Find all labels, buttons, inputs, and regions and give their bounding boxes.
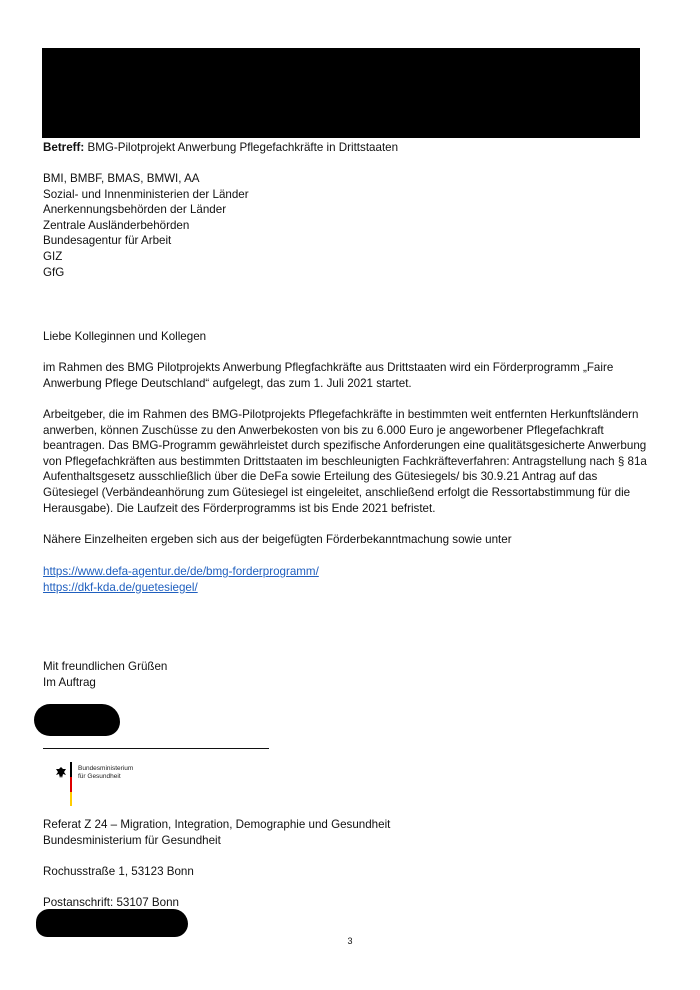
paragraph-details: Arbeitgeber, die im Rahmen des BMG-Pilotprojekts Pflegefachkräfte in bestimmten weit entfernten Herkunftsländern anwerben, können Zuschüsse zu den Anwerbekosten von bis zu 6.000 Euro je angeworbener Pflegefachkraft beantragen. Das BMG-Programm gewährleistet durch spezifische Anforderungen eine qualitätsgesicherte Anwerbung von Pflegefachkräften aus bestimmten Drittstaaten im beschleunigten Fachkräfteverfahren: Antragstellung nach § 81a Aufenthaltsgesetz ausschließlich über die DeFa sowie Erteilung des Gütesiegels/ bis 30.9.21 Antrag auf das Gütesiegel (Verbändeanhörung zum Gütesiegel ist eingeleitet, anschließend erfolgt die Ressortabstimmung für die Herausgabe). Die Laufzeit des Förderprogramms ist bis Ende 2021 befristet. [43,408,647,515]
recipient-item: GIZ [43,249,63,263]
federal-eagle-icon [54,766,68,780]
street-address: Rochusstraße 1, 53123 Bonn [43,865,194,878]
recipient-item: Zentrale Ausländerbehörden [43,218,190,232]
postal-address: Postanschrift: 53107 Bonn [43,896,179,909]
recipient-item: GfG [43,265,65,279]
recipient-item: Bundesagentur für Arbeit [43,234,172,248]
recipient-item: Sozial- und Innenministerien der Länder [43,187,249,201]
redaction-bar-header [42,48,640,138]
logo-text [78,765,133,781]
link-guetesiegel[interactable]: https://dkf-kda.de/guetesiegel/ [43,580,198,594]
flag-bar [70,762,72,806]
subject-label: Betreff: [43,141,85,154]
page-number: 3 [347,936,353,946]
ministry-logo [52,762,162,808]
link-list [43,564,663,595]
subject-text: BMG-Pilotprojekt Anwerbung Pflegefachkräfte in Drittstaaten [84,141,399,154]
logo-line-1: Bundesministerium [78,765,134,772]
recipient-item: Anerkennungsbehörden der Länder [43,203,227,217]
greeting: Liebe Kolleginnen und Kollegen [43,330,207,343]
referat-block [43,817,663,848]
subject-line [43,140,663,156]
recipient-item: BMI, BMBF, BMAS, BMWI, AA [43,172,200,185]
closing-im-auftrag: Im Auftrag [43,675,96,689]
closing [43,659,663,690]
ministry-name: Bundesministerium für Gesundheit [43,833,221,847]
logo-line-2: für Gesundheit [78,773,121,780]
redacted-signature [34,704,120,736]
referat-name: Referat Z 24 – Migration, Integration, Demographie und Gesundheit [43,818,391,831]
link-defa-program[interactable]: https://www.defa-agentur.de/de/bmg-forderprogramm/ [43,565,319,578]
redacted-contact [36,909,188,937]
paragraph-more-info: Nähere Einzelheiten ergeben sich aus der beigefügten Förderbekanntmachung sowie unter [43,533,512,546]
paragraph-intro: im Rahmen des BMG Pilotprojekts Anwerbung Pflegfachkräfte aus Drittstaaten wird ein Förderprogramm „Faire Anwerbung Pflege Deutschland“ aufgelegt, das zum 1. Juli 2021 startet. [43,361,614,390]
signature-line [43,748,269,749]
closing-regards: Mit freundlichen Grüßen [43,660,168,673]
recipient-list [43,171,663,280]
